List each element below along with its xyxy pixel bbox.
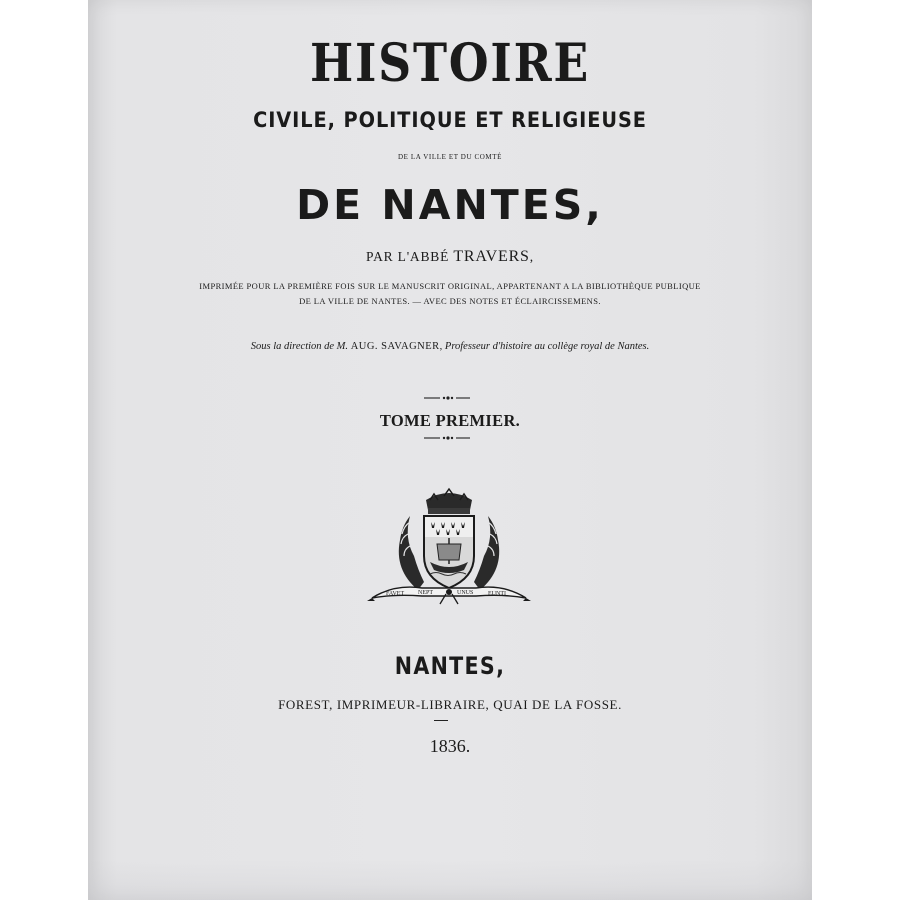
- imprint-city: NANTES,: [394, 652, 506, 680]
- direction-name: AUG. SAVAGNER: [350, 341, 440, 352]
- direction-prefix: Sous la direction de M.: [250, 341, 351, 352]
- svg-text:UNUS: UNUS: [457, 590, 474, 596]
- direction-line: [88, 341, 812, 352]
- author-line: [88, 248, 812, 266]
- title-page: [88, 0, 812, 900]
- author-name: TRAVERS: [453, 248, 530, 265]
- description-line-1: IMPRIMÉE POUR LA PREMIÈRE FOIS SUR LE MANUSCRIT ORIGINAL, APPARTENANT A LA BIBLIOTHÈQUE PUBLIQUE: [199, 281, 701, 291]
- book-subtitle: CIVILE, POLITIQUE ET RELIGIEUSE: [253, 108, 647, 132]
- of-line: DE LA VILLE ET DU COMTÉ: [398, 153, 502, 161]
- city-title: DE NANTES,: [296, 181, 604, 229]
- imprint-year: 1836.: [429, 736, 471, 756]
- svg-text:EUNTI: EUNTI: [488, 591, 506, 597]
- coat-of-arms-icon: [364, 486, 534, 612]
- author-suffix: ,: [529, 249, 534, 264]
- book-title: HISTOIRE: [309, 33, 591, 94]
- imprint-publisher: FOREST, IMPRIMEUR-LIBRAIRE, QUAI DE LA FOSSE.: [278, 697, 622, 712]
- author-prefix: PAR L'ABBÉ: [366, 249, 454, 264]
- description-line-2: DE LA VILLE DE NANTES. — AVEC DES NOTES ET ÉCLAIRCISSEMENS.: [299, 296, 601, 306]
- ornament-divider-top-icon: [88, 394, 812, 402]
- svg-text:FAVET: FAVET: [386, 591, 405, 597]
- svg-text:NEPT: NEPT: [418, 590, 433, 596]
- ornament-divider-bottom-icon: [88, 434, 812, 442]
- volume-label: TOME PREMIER.: [379, 411, 521, 430]
- direction-suffix: , Professeur d'histoire au collège royal de Nantes.: [439, 341, 650, 352]
- imprint-rule: [434, 720, 448, 721]
